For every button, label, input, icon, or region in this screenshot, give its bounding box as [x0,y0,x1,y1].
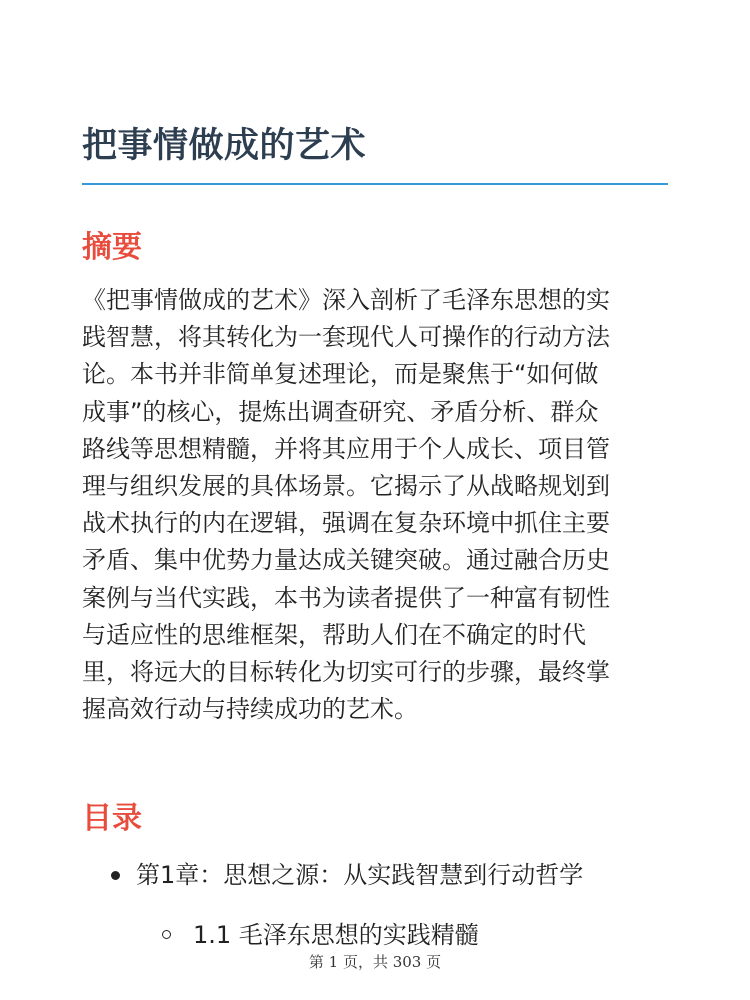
summary-line: 与适应性的思维框架，帮助人们在不确定的时代 [82,620,586,649]
summary-line: 里，将远大的目标转化为切实可行的步骤，最终掌 [82,658,610,687]
summary-line: 矛盾、集中优势力量达成关键突破。通过融合历史 [82,546,610,575]
summary-paragraph [82,282,682,728]
document-page [82,0,668,1000]
toc-section-item[interactable] [156,917,479,953]
summary-line: 握高效行动与持续成功的艺术。 [82,695,418,724]
toc-chapter-label: 第1章：思想之源：从实践智慧到行动哲学 [136,861,584,889]
document-title: 把事情做成的艺术 [82,126,367,166]
summary-line: 践智慧，将其转化为一套现代人可操作的行动方法 [82,323,610,352]
page-indicator: 第 1 页，共 303 页 [0,952,750,972]
summary-heading: 摘要 [82,230,142,265]
toc-section-label: 1.1 毛泽东思想的实践精髓 [193,921,479,949]
summary-line: 成事”的核心，提炼出调查研究、矛盾分析、群众 [82,397,599,426]
toc-list [82,857,668,949]
summary-line: 案例与当代实践，本书为读者提供了一种富有韧性 [82,583,610,612]
summary-line: 路线等思想精髓，并将其应用于个人成长、项目管 [82,434,610,463]
bullet-circle-icon [162,930,171,939]
summary-line: 理与组织发展的具体场景。它揭示了从战略规划到 [82,472,610,501]
summary-line: 论。本书并非简单复述理论，而是聚焦于“如何做 [82,360,599,389]
title-divider [82,183,668,185]
toc-chapter-item[interactable] [82,857,668,949]
bullet-disc-icon [111,871,120,880]
summary-line: 《把事情做成的艺术》深入剖析了毛泽东思想的实 [82,286,610,314]
toc-heading: 目录 [82,801,142,836]
summary-line: 战术执行的内在逻辑，强调在复杂环境中抓住主要 [82,509,610,538]
